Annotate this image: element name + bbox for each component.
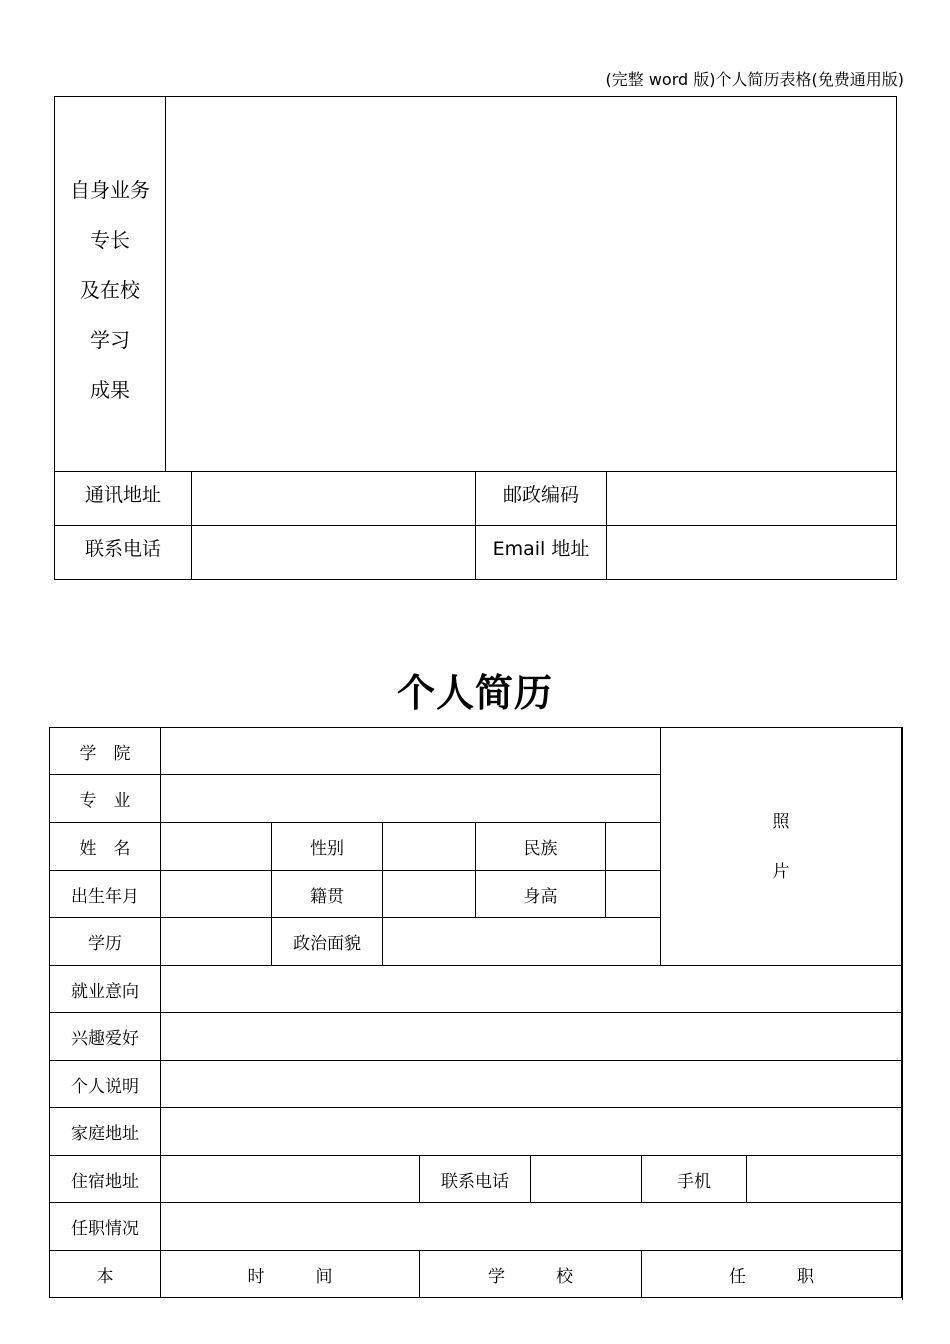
contact-phone-label: 联系电话: [420, 1156, 531, 1203]
name-field[interactable]: [161, 823, 272, 871]
photo-label-line: 片: [772, 861, 790, 882]
political-status-label: 政治面貌: [272, 918, 383, 966]
skills-content-field[interactable]: [166, 97, 897, 472]
position-held-header: 任 职: [642, 1251, 902, 1298]
photo-label-line: 照: [772, 811, 790, 832]
skills-label-line: 及在校: [80, 278, 140, 302]
birth-field[interactable]: [161, 871, 272, 918]
hobbies-field[interactable]: [161, 1013, 902, 1061]
education-label: 学历: [50, 918, 161, 966]
height-label: 身高: [476, 871, 606, 918]
resume-table: [49, 727, 902, 1298]
ben-label: 本: [50, 1251, 161, 1298]
skills-label-line: 成果: [90, 378, 130, 402]
positions-field[interactable]: [161, 1203, 902, 1251]
political-status-field[interactable]: [383, 918, 661, 966]
postal-code-label: 邮政编码: [476, 472, 607, 526]
photo-box: [661, 728, 902, 966]
resume-title: 个人简历: [396, 671, 553, 715]
phone-label: 联系电话: [55, 526, 192, 580]
mobile-field[interactable]: [747, 1156, 902, 1203]
skills-label-cell: [55, 97, 166, 472]
job-intention-label: 就业意向: [50, 966, 161, 1013]
birth-label: 出生年月: [50, 871, 161, 918]
home-address-field[interactable]: [161, 1108, 902, 1156]
postal-code-field[interactable]: [607, 472, 897, 526]
dorm-address-field[interactable]: [161, 1156, 420, 1203]
personal-statement-field[interactable]: [161, 1061, 902, 1108]
major-field[interactable]: [161, 775, 661, 823]
email-field[interactable]: [607, 526, 897, 580]
college-field[interactable]: [161, 728, 661, 775]
positions-label: 任职情况: [50, 1203, 161, 1251]
name-label: 姓 名: [50, 823, 161, 871]
ethnicity-label: 民族: [476, 823, 606, 871]
job-intention-field[interactable]: [161, 966, 902, 1013]
personal-statement-label: 个人说明: [50, 1061, 161, 1108]
table-right-border: [902, 727, 903, 1300]
hobbies-label: 兴趣爱好: [50, 1013, 161, 1061]
skills-label-line: 专长: [90, 228, 130, 252]
height-field[interactable]: [606, 871, 661, 918]
home-address-label: 家庭地址: [50, 1108, 161, 1156]
school-header: 学 校: [420, 1251, 642, 1298]
native-place-field[interactable]: [383, 871, 476, 918]
document-header-note: (完整 word 版)个人简历表格(免费通用版): [605, 70, 904, 89]
education-field[interactable]: [161, 918, 272, 966]
gender-field[interactable]: [383, 823, 476, 871]
email-label: Email 地址: [476, 526, 607, 580]
skills-label-line: 自身业务: [70, 178, 150, 202]
native-place-label: 籍贯: [272, 871, 383, 918]
address-field[interactable]: [192, 472, 476, 526]
gender-label: 性别: [272, 823, 383, 871]
phone-field[interactable]: [192, 526, 476, 580]
dorm-address-label: 住宿地址: [50, 1156, 161, 1203]
major-label: 专 业: [50, 775, 161, 823]
address-label: 通讯地址: [55, 472, 192, 526]
ethnicity-field[interactable]: [606, 823, 661, 871]
college-label: 学 院: [50, 728, 161, 775]
contact-phone-field[interactable]: [531, 1156, 642, 1203]
skills-label-line: 学习: [90, 328, 130, 352]
skills-contact-table: [54, 96, 897, 580]
time-header: 时 间: [161, 1251, 420, 1298]
mobile-label: 手机: [642, 1156, 747, 1203]
